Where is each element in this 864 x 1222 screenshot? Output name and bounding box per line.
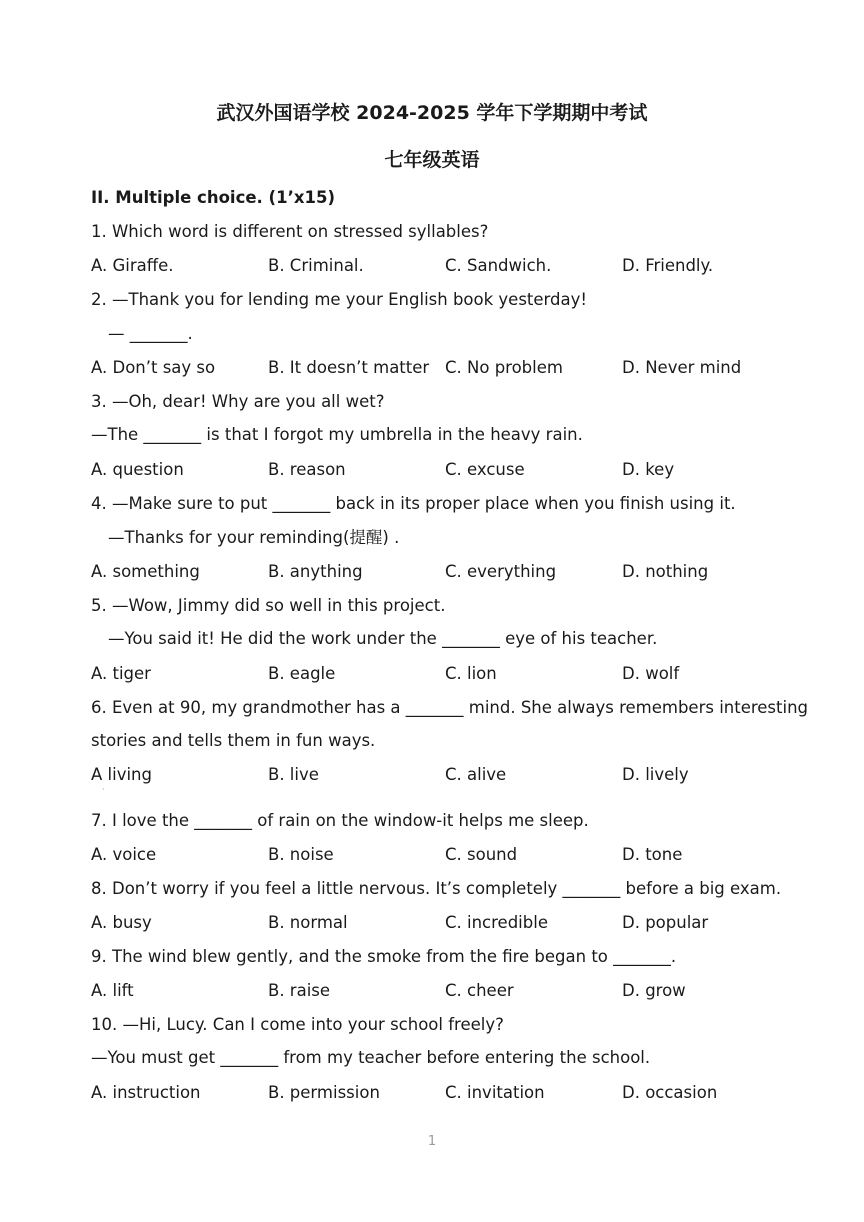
page-number: 1	[427, 1134, 437, 1149]
question-10-stem: 10. —Hi, Lucy. Can I come into your school freely?	[91, 1015, 504, 1034]
option-a: A. busy	[91, 913, 152, 932]
question-10-reply: —You must get _______ from my teacher before entering the school.	[91, 1048, 651, 1067]
question-9-stem: 9. The wind blew gently, and the smoke from the fire began to _______.	[91, 947, 677, 966]
option-c: C. incredible	[445, 913, 548, 932]
option-d: D. lively	[622, 765, 689, 784]
option-c: C. Sandwich.	[445, 256, 552, 275]
option-d: D. Never mind	[622, 358, 742, 377]
question-6-options	[91, 764, 811, 786]
question-4-options	[91, 561, 811, 583]
option-a: A. lift	[91, 981, 134, 1000]
question-5-options	[91, 663, 811, 685]
option-b: B. normal	[268, 913, 348, 932]
question-3-reply: —The _______ is that I forgot my umbrella in the heavy rain.	[91, 425, 583, 444]
exam-title: 武汉外国语学校 2024-2025 学年下学期期中考试	[216, 102, 648, 124]
question-1-stem: 1. Which word is different on stressed syllables?	[91, 222, 489, 241]
option-c: C. everything	[445, 562, 557, 581]
option-d: D. wolf	[622, 664, 680, 683]
option-a: A. instruction	[91, 1083, 201, 1102]
question-2-reply: — _______.	[108, 324, 193, 343]
question-6-stem: 6. Even at 90, my grandmother has a _______ mind. She always remembers interesting	[91, 698, 809, 717]
option-c: C. No problem	[445, 358, 563, 377]
stray-mark: ·	[102, 785, 105, 794]
option-c: C. alive	[445, 765, 507, 784]
question-8-stem: 8. Don’t worry if you feel a little nervous. It’s completely _______ before a big exam.	[91, 879, 782, 898]
option-c: C. excuse	[445, 460, 525, 479]
option-b: B. noise	[268, 845, 334, 864]
question-4-reply: —Thanks for your reminding(提醒) .	[108, 528, 400, 547]
option-d: D. key	[622, 460, 675, 479]
option-d: D. nothing	[622, 562, 709, 581]
option-b: B. It doesn’t matter	[268, 358, 430, 377]
exam-subtitle: 七年级英语	[384, 149, 480, 171]
option-a: A living	[91, 765, 152, 784]
option-d: D. grow	[622, 981, 686, 1000]
option-a: A. tiger	[91, 664, 151, 683]
option-a: A. something	[91, 562, 200, 581]
question-2-options	[91, 357, 811, 379]
option-a: A. Don’t say so	[91, 358, 216, 377]
option-b: B. anything	[268, 562, 363, 581]
option-c: C. sound	[445, 845, 518, 864]
question-3-stem: 3. —Oh, dear! Why are you all wet?	[91, 392, 385, 411]
question-1-options	[91, 255, 811, 277]
option-d: D. occasion	[622, 1083, 718, 1102]
option-b: B. live	[268, 765, 319, 784]
option-c: C. lion	[445, 664, 497, 683]
question-7-options	[91, 844, 811, 866]
option-c: C. invitation	[445, 1083, 545, 1102]
question-8-options	[91, 912, 811, 934]
question-4-stem: 4. —Make sure to put _______ back in its proper place when you finish using it.	[91, 494, 736, 513]
option-d: D. popular	[622, 913, 709, 932]
question-3-options	[91, 459, 811, 481]
option-b: B. permission	[268, 1083, 380, 1102]
question-2-stem: 2. —Thank you for lending me your English book yesterday!	[91, 290, 588, 309]
question-7-stem: 7. I love the _______ of rain on the window-it helps me sleep.	[91, 811, 589, 830]
option-a: A. Giraffe.	[91, 256, 174, 275]
option-a: A. voice	[91, 845, 157, 864]
question-10-options	[91, 1082, 811, 1104]
question-5-reply: —You said it! He did the work under the _______ eye of his teacher.	[108, 629, 658, 648]
option-b: B. eagle	[268, 664, 336, 683]
option-c: C. cheer	[445, 981, 514, 1000]
option-b: B. reason	[268, 460, 346, 479]
section-heading: II. Multiple choice. (1’x15)	[91, 188, 335, 207]
question-9-options	[91, 980, 811, 1002]
option-d: D. Friendly.	[622, 256, 714, 275]
option-b: B. raise	[268, 981, 331, 1000]
option-b: B. Criminal.	[268, 256, 364, 275]
question-6-stem-continued: stories and tells them in fun ways.	[91, 731, 376, 750]
question-5-stem: 5. —Wow, Jimmy did so well in this project.	[91, 596, 446, 615]
option-d: D. tone	[622, 845, 683, 864]
option-a: A. question	[91, 460, 184, 479]
